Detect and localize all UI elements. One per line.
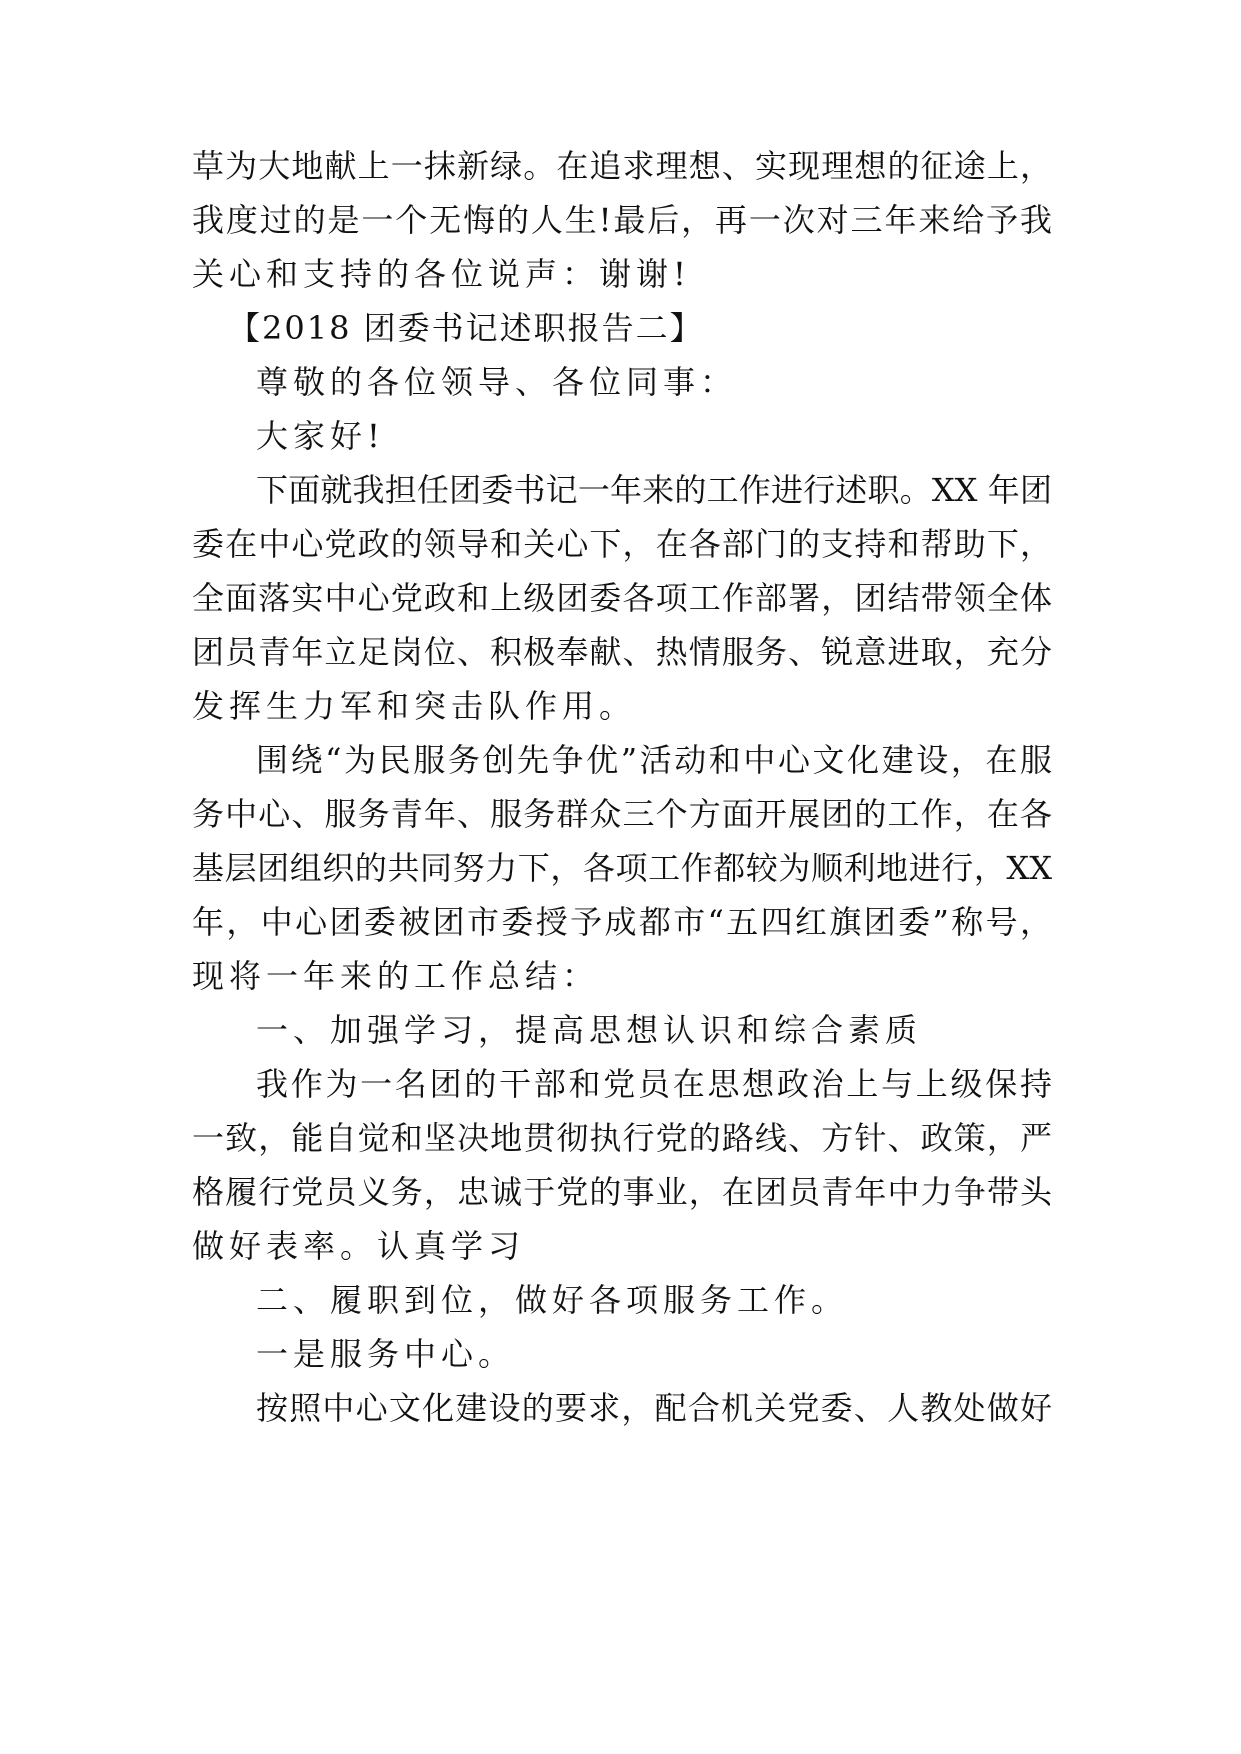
- text-line: 我度过的是一个无悔的人生!最后，再一次对三年来给予我: [192, 201, 1052, 239]
- text-line: 我作为一名团的干部和党员在思想政治上与上级保持: [256, 1065, 1052, 1103]
- text-line: 格履行党员义务，忠诚于党的事业，在团员青年中力争带头: [192, 1173, 1052, 1211]
- text-line: 年，中心团委被团市委授予成都市“五四红旗团委”称号，: [192, 903, 1052, 941]
- text-line: 委在中心党政的领导和关心下，在各部门的支持和帮助下，: [192, 525, 1052, 563]
- text-line: 关心和支持的各位说声：谢谢!: [192, 255, 691, 293]
- text-line: 一致，能自觉和坚决地贯彻执行党的路线、方针、政策，严: [192, 1119, 1052, 1157]
- section-heading: 一、加强学习，提高思想认识和综合素质: [256, 1011, 923, 1049]
- text-line: 发挥生力军和突击队作用。: [192, 687, 637, 725]
- text-line: 围绕“为民服务创先争优”活动和中心文化建设，在服: [256, 741, 1052, 779]
- text-line: 务中心、服务青年、服务群众三个方面开展团的工作，在各: [192, 795, 1052, 833]
- greeting: 大家好!: [256, 417, 385, 455]
- section-heading: 【2018 团委书记述职报告二】: [228, 309, 704, 347]
- text-line: 按照中心文化建设的要求，配合机关党委、人教处做好: [256, 1389, 1052, 1427]
- text-line: 团员青年立足岗位、积极奉献、热情服务、锐意进取，充分: [192, 633, 1052, 671]
- text-line: 下面就我担任团委书记一年来的工作进行述职。XX 年团: [256, 471, 1052, 509]
- text-line: 基层团组织的共同努力下，各项工作都较为顺利地进行，XX: [192, 849, 1052, 887]
- salutation: 尊敬的各位领导、各位同事：: [256, 363, 738, 401]
- subsection-heading: 一是服务中心。: [256, 1335, 516, 1373]
- text-line: 全面落实中心党政和上级团委各项工作部署，团结带领全体: [192, 579, 1052, 617]
- text-line: 草为大地献上一抹新绿。在追求理想、实现理想的征途上，: [192, 147, 1052, 185]
- text-line: 现将一年来的工作总结：: [192, 957, 600, 995]
- section-heading: 二、履职到位，做好各项服务工作。: [256, 1281, 849, 1319]
- text-line: 做好表率。认真学习: [192, 1227, 526, 1265]
